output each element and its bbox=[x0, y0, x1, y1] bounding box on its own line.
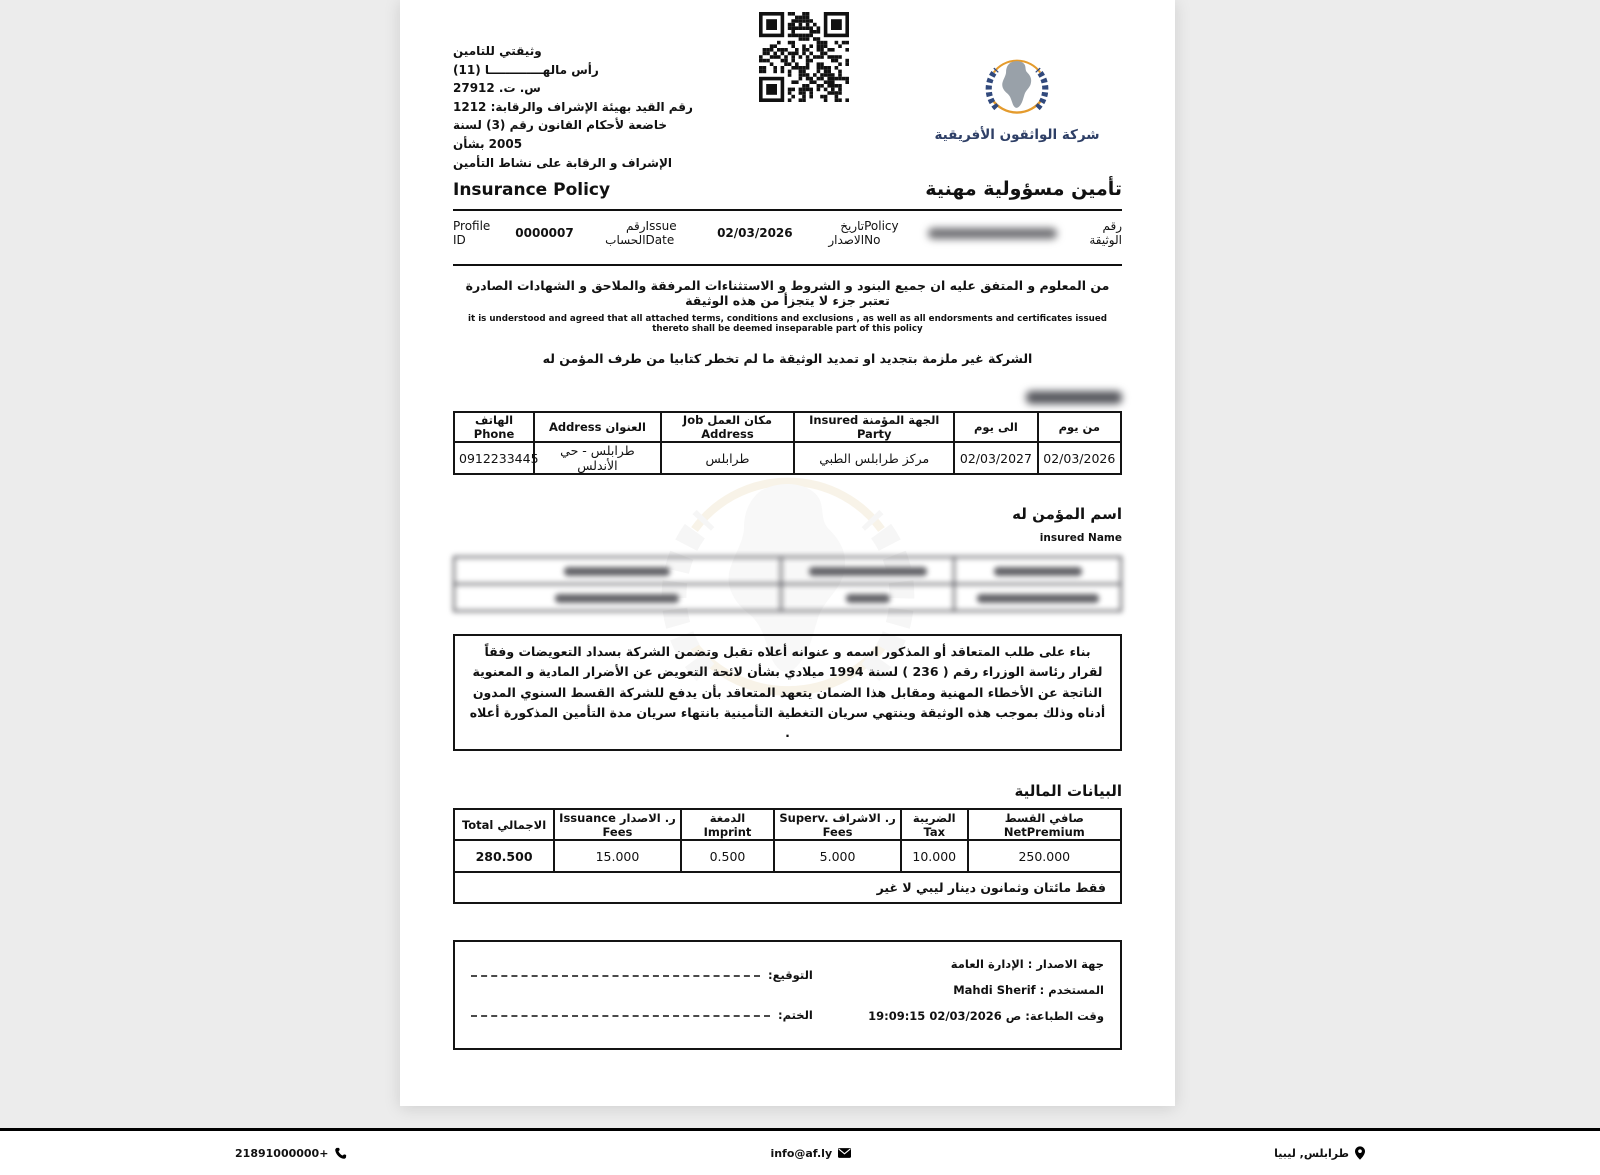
col-from-date: من يوم bbox=[1038, 412, 1121, 442]
footer-email bbox=[770, 1147, 851, 1160]
divider bbox=[453, 264, 1122, 266]
policy-no-label-ar: رقم الوثيقة bbox=[1089, 219, 1122, 248]
policy-no-label-en: Policy No bbox=[864, 219, 899, 248]
redacted-cell bbox=[954, 584, 1121, 611]
coverage-header-row bbox=[454, 412, 1121, 442]
policy-document-page bbox=[400, 0, 1175, 1106]
col-net-premium: صافي القسط NetPremium bbox=[968, 809, 1121, 840]
financial-header-row bbox=[454, 809, 1121, 840]
phone-icon bbox=[334, 1147, 347, 1160]
insured-party-value: مركز طرابلس الطبي bbox=[794, 442, 954, 474]
issue-date-group bbox=[646, 219, 865, 247]
policy-no-redacted-value bbox=[928, 228, 1057, 239]
insured-name-title-ar: اسم المؤمن له bbox=[1012, 505, 1122, 524]
company-logo-icon bbox=[976, 52, 1058, 123]
total-value: 280.500 bbox=[454, 840, 554, 872]
footer-phone-text: +21891000000 bbox=[235, 1146, 329, 1160]
from-date-value: 02/03/2026 bbox=[1038, 442, 1121, 474]
col-tax: الضريبة Tax bbox=[901, 809, 968, 840]
user-line: المستخدم : Mahdi Sherif bbox=[953, 983, 1104, 998]
company-info-line: الإشراف و الرقابة على نشاط التأمين bbox=[453, 155, 673, 170]
profile-id-value: 0000007 bbox=[515, 226, 574, 241]
profile-id-label-ar: رقم الحساب bbox=[605, 219, 646, 248]
signature-lines bbox=[471, 952, 813, 1030]
col-to-date: الى يوم bbox=[954, 412, 1037, 442]
redacted-cell bbox=[781, 557, 954, 584]
redacted-cell bbox=[454, 584, 781, 611]
financial-values-row bbox=[454, 840, 1121, 872]
document-title-en: Insurance Policy bbox=[453, 180, 611, 201]
col-total: الاجمالي Total bbox=[454, 809, 554, 840]
company-info-line: س. ت. 27912 bbox=[453, 81, 541, 96]
to-date-value: 02/03/2027 bbox=[954, 442, 1037, 474]
amount-in-words-row bbox=[454, 872, 1121, 903]
coverage-table bbox=[453, 411, 1122, 475]
net-premium-value: 250.000 bbox=[968, 840, 1121, 872]
redacted-cell bbox=[954, 557, 1121, 584]
redacted-cell bbox=[454, 557, 781, 584]
col-imprint: الدمغة Imprint bbox=[681, 809, 774, 840]
document-title-ar: تأمين مسؤولية مهنية bbox=[925, 178, 1122, 201]
issue-date-value: 02/03/2026 bbox=[717, 226, 793, 241]
policy-number-group bbox=[864, 219, 1122, 247]
col-phone: الهاتف Phone bbox=[454, 412, 534, 442]
insured-name-title-en: insured Name bbox=[1039, 532, 1122, 545]
coverage-data-row bbox=[454, 442, 1121, 474]
terms-paragraph-box: بناء على طلب المتعاقد أو المذكور اسمه و عنوانه أعلاه تقبل وتضمن الشركة بسداد التعويضات وفقاً لقرار رئاسة الوزراء رقم ( 236 ) لسنة 1994 ميلادي بشأن لائحة التعويض عن الأضرار المادية و المعنوية الناتجة عن الأخطاء المهنية ومقابل هذا الضمان يتعهد المتعاقد بأن يدفع للشركة القسط السنوي المدون أدناه وذلك بموجب هذه الوثيقة وينتهي سريان التغطية التأمينية بانتهاء سريان مدة التأمين المذكورة أعلاه . bbox=[453, 634, 1122, 751]
location-pin-icon bbox=[1355, 1146, 1365, 1160]
redacted-row bbox=[454, 557, 1121, 584]
policy-meta-row bbox=[453, 211, 1122, 255]
document-header bbox=[453, 0, 1122, 172]
signature-box bbox=[453, 940, 1122, 1050]
company-registration-info bbox=[453, 12, 693, 172]
contact-footer bbox=[0, 1128, 1600, 1175]
signature-row bbox=[471, 968, 813, 982]
company-name: شركة الواثقون الأفريقية bbox=[934, 127, 1100, 143]
company-brand bbox=[912, 12, 1122, 172]
col-issuance-fees: ر. الاصدار Issuance Fees bbox=[554, 809, 681, 840]
stamp-label: الختم: bbox=[777, 1008, 813, 1023]
company-info-line: رقم القيد بهيئة الإشراف والرقابة: 1212 bbox=[453, 99, 693, 114]
issuance-info bbox=[813, 952, 1104, 1030]
terms-notice-ar: من المعلوم و المتفق عليه ان جميع البنود و الشروط و الاستثناءات المرفقة والملاحق و الشهادات الصادرة تعتبر جزء لا يتجزأ من هذه الوثيقة bbox=[465, 278, 1110, 309]
address-value: طرابلس - حي الأندلس bbox=[534, 442, 661, 474]
col-address: العنوان Address bbox=[534, 412, 661, 442]
profile-id-group bbox=[453, 219, 646, 247]
signature-dash-line bbox=[471, 975, 760, 977]
qr-code bbox=[757, 12, 849, 104]
footer-phone bbox=[235, 1147, 347, 1160]
financial-section-title: البيانات المالية bbox=[1014, 782, 1122, 801]
issuer-line: جهة الاصدار : الإدارة العامة bbox=[950, 957, 1104, 972]
title-row bbox=[453, 178, 1122, 200]
issue-date-label-ar: تاريخ الاصدار bbox=[828, 219, 865, 248]
terms-notice-en: it is understood and agreed that all attached terms, conditions and exclusions , as well as all endorsments and certificates issued thereto shall be deemed inseparable part of this policy bbox=[468, 314, 1107, 335]
superv-fees-value: 5.000 bbox=[774, 840, 901, 872]
col-insured-party: الجهة المؤمنة Insured Party bbox=[794, 412, 954, 442]
insured-name-table-redacted bbox=[453, 556, 1122, 612]
profile-id-label-en: Profile ID bbox=[453, 219, 491, 248]
signature-label: التوقيع: bbox=[767, 968, 813, 983]
footer-email-text: info@af.ly bbox=[770, 1146, 833, 1160]
redacted-cell bbox=[781, 584, 954, 611]
phone-value: 0912233445 bbox=[454, 442, 534, 474]
financial-table bbox=[453, 808, 1122, 904]
imprint-value: 0.500 bbox=[681, 840, 774, 872]
print-time-line: وقت الطباعة: ص 02/03/2026 19:09:15 bbox=[868, 1009, 1104, 1024]
issue-date-label-en: Issue Date bbox=[645, 219, 677, 248]
company-info-line: رأس مالهـــــــــــــا (11) bbox=[453, 62, 599, 77]
job-address-value: طرابلس bbox=[661, 442, 794, 474]
stamp-row bbox=[471, 1008, 813, 1022]
redacted-row bbox=[454, 584, 1121, 611]
issuance-fees-value: 15.000 bbox=[554, 840, 681, 872]
col-superv-fees: ر. الاشراف Superv. Fees bbox=[774, 809, 901, 840]
footer-location-text: طرابلس, ليبيا bbox=[1274, 1146, 1349, 1160]
redacted-section-title-blob bbox=[1026, 391, 1122, 404]
company-info-line: وثيقتي للتامين bbox=[453, 44, 542, 58]
redacted-section-title bbox=[453, 387, 1122, 403]
envelope-icon bbox=[838, 1148, 851, 1158]
col-job-address: مكان العمل Job Address bbox=[661, 412, 794, 442]
renewal-notice-ar: الشركة غير ملزمة بتجديد او تمديد الوثيقة ما لم تخطر كتابيا من طرف المؤمن له bbox=[542, 351, 1033, 367]
footer-location bbox=[1274, 1146, 1365, 1160]
stamp-dash-line bbox=[471, 1015, 770, 1017]
company-info-line: خاضعة لأحكام القانون رقم (3) لسنة 2005 بشأن bbox=[453, 118, 667, 151]
amount-in-words: فقط مائتان وثمانون دينار ليبي لا غير bbox=[454, 872, 1121, 903]
tax-value: 10.000 bbox=[901, 840, 968, 872]
